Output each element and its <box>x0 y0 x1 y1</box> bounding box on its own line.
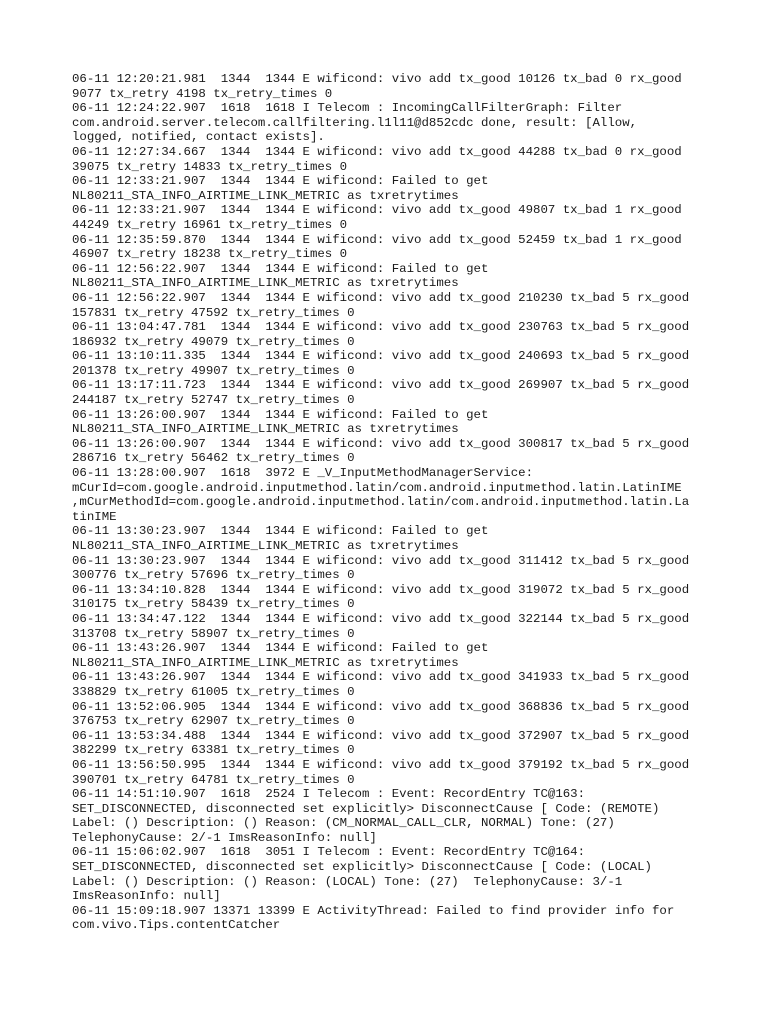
log-line: Label: () Description: () Reason: (LOCAL) Tone: (27) TelephonyCause: 3/-1 <box>72 874 623 889</box>
log-line: 06-11 13:28:00.907 1618 3972 E _V_InputMethodManagerService: <box>72 466 534 481</box>
log-line: 06-11 12:56:22.907 1344 1344 E wificond: vivo add tx_good 210230 tx_bad 5 rx_good <box>72 290 690 305</box>
log-line: 06-11 13:43:26.907 1344 1344 E wificond: vivo add tx_good 341933 tx_bad 5 rx_good <box>72 670 690 685</box>
log-line: 390701 tx_retry 64781 tx_retry_times 0 <box>72 772 355 787</box>
log-line: 382299 tx_retry 63381 tx_retry_times 0 <box>72 743 355 758</box>
log-line: NL80211_STA_INFO_AIRTIME_LINK_METRIC as txretrytimes <box>72 276 459 291</box>
log-line: 06-11 13:34:47.122 1344 1344 E wificond: vivo add tx_good 322144 tx_bad 5 rx_good <box>72 611 690 626</box>
log-line: 06-11 12:35:59.870 1344 1344 E wificond: vivo add tx_good 52459 tx_bad 1 rx_good <box>72 232 682 247</box>
log-line: 06-11 13:17:11.723 1344 1344 E wificond: vivo add tx_good 269907 tx_bad 5 rx_good <box>72 378 690 393</box>
log-line: 46907 tx_retry 18238 tx_retry_times 0 <box>72 247 348 262</box>
log-line: 300776 tx_retry 57696 tx_retry_times 0 <box>72 568 355 583</box>
log-line: 313708 tx_retry 58907 tx_retry_times 0 <box>72 626 355 641</box>
log-line: 157831 tx_retry 47592 tx_retry_times 0 <box>72 305 355 320</box>
log-line: Label: () Description: () Reason: (CM_NORMAL_CALL_CLR, NORMAL) Tone: (27) <box>72 816 615 831</box>
log-line: mCurId=com.google.android.inputmethod.latin/com.android.inputmethod.latin.LatinIME <box>72 480 682 495</box>
log-line: 06-11 13:34:10.828 1344 1344 E wificond: vivo add tx_good 319072 tx_bad 5 rx_good <box>72 582 690 597</box>
log-document <box>72 72 732 933</box>
log-line: 06-11 13:52:06.905 1344 1344 E wificond: vivo add tx_good 368836 tx_bad 5 rx_good <box>72 699 690 714</box>
log-line: 06-11 12:20:21.981 1344 1344 E wificond: vivo add tx_good 10126 tx_bad 0 rx_good <box>72 72 682 86</box>
log-line: 286716 tx_retry 56462 tx_retry_times 0 <box>72 451 355 466</box>
log-line: logged, notified, contact exists]. <box>72 130 325 145</box>
log-line: 06-11 15:09:18.907 13371 13399 E ActivityThread: Failed to find provider info for <box>72 903 675 918</box>
log-line: 338829 tx_retry 61005 tx_retry_times 0 <box>72 684 355 699</box>
log-line: 06-11 12:33:21.907 1344 1344 E wificond: vivo add tx_good 49807 tx_bad 1 rx_good <box>72 203 682 218</box>
log-line: NL80211_STA_INFO_AIRTIME_LINK_METRIC as txretrytimes <box>72 188 459 203</box>
log-line: 06-11 13:30:23.907 1344 1344 E wificond: Failed to get <box>72 524 489 539</box>
log-line: 244187 tx_retry 52747 tx_retry_times 0 <box>72 393 355 408</box>
log-line: 06-11 12:24:22.907 1618 1618 I Telecom : IncomingCallFilterGraph: Filter <box>72 101 623 116</box>
log-line: NL80211_STA_INFO_AIRTIME_LINK_METRIC as txretrytimes <box>72 422 459 437</box>
log-line: 9077 tx_retry 4198 tx_retry_times 0 <box>72 86 333 101</box>
log-line: 39075 tx_retry 14833 tx_retry_times 0 <box>72 159 348 174</box>
log-line: ,mCurMethodId=com.google.android.inputmethod.latin/com.android.inputmethod.latin.La <box>72 495 690 510</box>
log-line: tinIME <box>72 509 117 524</box>
log-line: 186932 tx_retry 49079 tx_retry_times 0 <box>72 334 355 349</box>
log-line: SET_DISCONNECTED, disconnected set explicitly> DisconnectCause [ Code: (REMOTE) <box>72 801 660 816</box>
log-line: 06-11 13:30:23.907 1344 1344 E wificond: vivo add tx_good 311412 tx_bad 5 rx_good <box>72 553 690 568</box>
log-line: NL80211_STA_INFO_AIRTIME_LINK_METRIC as txretrytimes <box>72 539 459 553</box>
log-line: 06-11 12:33:21.907 1344 1344 E wificond: Failed to get <box>72 174 489 189</box>
log-line: ImsReasonInfo: null] <box>72 889 221 904</box>
log-line: 44249 tx_retry 16961 tx_retry_times 0 <box>72 217 348 232</box>
log-line: TelephonyCause: 2/-1 ImsReasonInfo: null] <box>72 830 377 845</box>
log-line: 06-11 12:27:34.667 1344 1344 E wificond: vivo add tx_good 44288 tx_bad 0 rx_good <box>72 144 682 159</box>
log-line: 06-11 13:04:47.781 1344 1344 E wificond: vivo add tx_good 230763 tx_bad 5 rx_good <box>72 320 690 335</box>
log-line: 06-11 13:53:34.488 1344 1344 E wificond: vivo add tx_good 372907 tx_bad 5 rx_good <box>72 728 690 743</box>
log-line: 06-11 14:51:10.907 1618 2524 I Telecom : Event: RecordEntry TC@163: <box>72 787 586 802</box>
log-line: 201378 tx_retry 49907 tx_retry_times 0 <box>72 363 355 378</box>
log-line: 310175 tx_retry 58439 tx_retry_times 0 <box>72 597 355 612</box>
log-line: SET_DISCONNECTED, disconnected set explicitly> DisconnectCause [ Code: (LOCAL) <box>72 860 652 875</box>
log-line: NL80211_STA_INFO_AIRTIME_LINK_METRIC as txretrytimes <box>72 655 459 670</box>
log-line: com.android.server.telecom.callfiltering.l1l11@d852cdc done, result: [Allow, <box>72 115 638 130</box>
log-line: 06-11 15:06:02.907 1618 3051 I Telecom : Event: RecordEntry TC@164: <box>72 845 586 860</box>
log-line: 06-11 13:10:11.335 1344 1344 E wificond: vivo add tx_good 240693 tx_bad 5 rx_good <box>72 349 690 364</box>
log-line: com.vivo.Tips.contentCatcher <box>72 918 281 933</box>
log-line: 06-11 12:56:22.907 1344 1344 E wificond: Failed to get <box>72 261 489 276</box>
log-line: 06-11 13:26:00.907 1344 1344 E wificond: vivo add tx_good 300817 tx_bad 5 rx_good <box>72 436 690 451</box>
log-line: 376753 tx_retry 62907 tx_retry_times 0 <box>72 714 355 729</box>
log-line: 06-11 13:26:00.907 1344 1344 E wificond: Failed to get <box>72 407 489 422</box>
log-line: 06-11 13:56:50.995 1344 1344 E wificond: vivo add tx_good 379192 tx_bad 5 rx_good <box>72 757 690 772</box>
log-line: 06-11 13:43:26.907 1344 1344 E wificond: Failed to get <box>72 641 489 656</box>
